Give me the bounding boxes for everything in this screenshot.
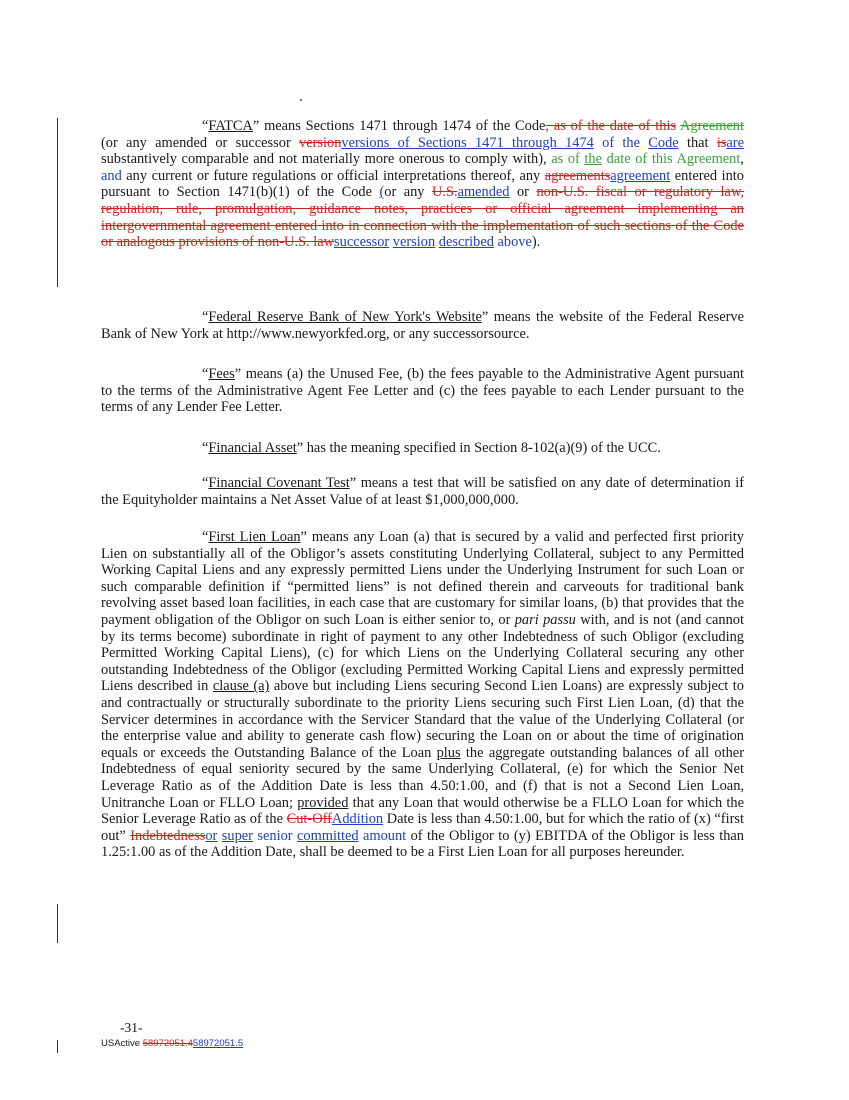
change-bar (57, 904, 58, 943)
defined-term: Financial Asset (208, 440, 297, 456)
definition-financial-asset: “Financial Asset” has the meaning specified in Section 8-102(a)(9) of the UCC. (202, 440, 661, 456)
defined-term: Financial Covenant Test (208, 475, 350, 491)
defined-term: Fees (208, 366, 235, 382)
definition-frbny-website: “Federal Reserve Bank of New York's Website” means the website of the Federal Reserve Bank of New York at http://www.newyorkfed.org, or any successorsource. (101, 309, 744, 342)
defined-term: FATCA (208, 118, 253, 134)
change-bar (57, 1040, 58, 1053)
definition-financial-covenant-test: “Financial Covenant Test” means a test that will be satisfied on any date of determination if the Equityholder maintains a Net Asset Value of at least $1,000,000,000. (101, 475, 744, 508)
page-number: -31- (120, 1020, 143, 1035)
page-mark (300, 99, 302, 101)
document-id: USActive 58972051.458972051.5 (101, 1038, 244, 1049)
defined-term: Federal Reserve Bank of New York's Website (208, 309, 482, 325)
change-bar (57, 118, 58, 287)
definition-first-lien-loan: “First Lien Loan” means any Loan (a) that is secured by a valid and perfected first priority Lien on substantially all of the Obligor’s assets constituting Underlying Collateral, subject to any Permitted Working Capital Liens and any expressly permitted Liens under the Underlying Instrument for such Loan or such comparable definition if “permitted liens” is not defined therein and carveouts for traditional bank revolving asset based loan facilities, in each case that are customary for similar loans, (b) that provides that the payment obligation of the Obligor on such Loan is either senior to, or pari passu with, and is not (and cannot by its terms become) subordinate in right of payment to any other Indebtedness of such Obligor (excluding Permitted Working Capital Liens), (c) for which Liens on the Underlying Collateral securing any other outstanding Indebtedness of the Obligor (excluding Permitted Working Capital Liens and expressly permitted Liens described in clause (a) above but including Liens securing Second Lien Loans) are expressly subject to and contractually or structurally subordinate to the priority Liens securing such First Lien Loan, (d) that the Servicer determines in accordance with the Servicer Standard that the value of the Underlying Collateral (or the enterprise value and ability to generate cash flow) securing the Loan on or about the time of origination equals or exceeds the Outstanding Balance of the Loan plus the aggregate outstanding balances of all other Indebtedness of equal seniority secured by the same Underlying Collateral, (e) for which the Senior Net Leverage Ratio as of the Addition Date is less than 4.50:1.00, and (f) that is not a Second Lien Loan, Unitranche Loan or FLLO Loan; provided that any Loan that would otherwise be a FLLO Loan for which the Senior Leverage Ratio as of the Cut-OffAddition Date is less than 4.50:1.00, but for which the ratio of (x) “first out” Indebtednessor super senior committed amount of the Obligor to (y) EBITDA of the Obligor is less than 1.25:1.00 as of the Addition Date, shall be deemed to be a First Lien Loan for all purposes hereunder. (101, 529, 745, 861)
definition-fees: “Fees” means (a) the Unused Fee, (b) the fees payable to the Administrative Agent pursuant to the terms of the Administrative Agent Fee Letter and (c) the fees payable to each Lender pursuant to the terms of any Lender Fee Letter. (101, 366, 744, 416)
definition-fatca: “FATCA” means Sections 1471 through 1474 of the Code, as of the date of this Agreement (or any amended or successor versionversions of Sections 1471 through 1474 of the Code that isare substantively comparable and not materially more onerous to comply with), as of the date of this Agreement, and any current or future regulations or official interpretations thereof, any agreementsagreement entered into pursuant to Section 1471(b)(1) of the Code (or any U.S.amended or non-U.S. fiscal or regulatory law, regulation, rule, promulgation, guidance notes, practices or official agreement implementing an intergovernmental agreement entered into in connection with the implementation of such sections of the Code or analogous provisions of non-U.S. lawsuccessor version described above). (101, 118, 744, 251)
defined-term: First Lien Loan (208, 529, 301, 545)
